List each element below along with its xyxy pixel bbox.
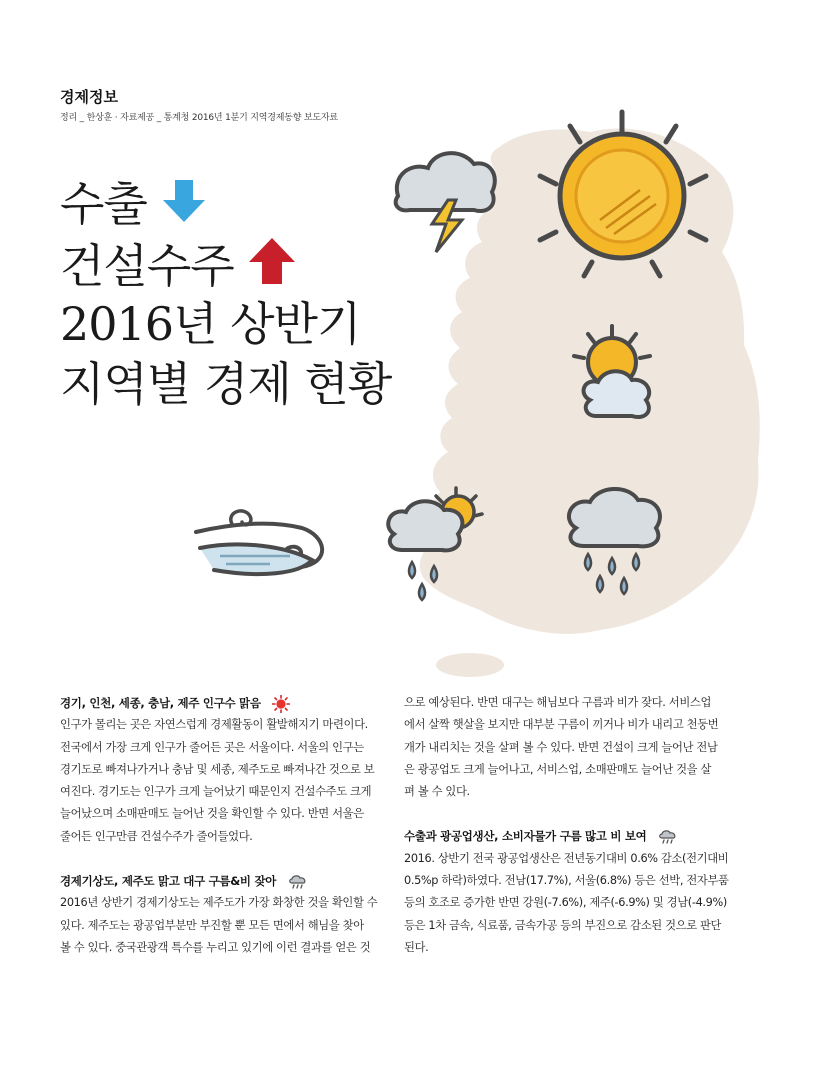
arrow-down-icon (161, 178, 207, 224)
rain-cloud-small-icon (288, 873, 308, 891)
section-label: 경제정보 (60, 88, 118, 106)
text-line: 있다. 제주도는 광공업부분만 부진할 뿐 모든 면에서 해님을 찾아 (60, 918, 364, 932)
text-line: 개가 내리치는 것을 살펴 볼 수 있다. 반면 건설이 크게 늘어난 전남 (404, 740, 718, 754)
title-text-1: 수출 (60, 177, 147, 231)
section3-heading-text: 수출과 광공업생산, 소비자물가 구름 많고 비 보여 (404, 829, 647, 844)
text-line: 경기도로 빠져나가거나 충남 및 세종, 제주도로 빠져나간 것으로 보 (60, 762, 375, 776)
left-column (60, 692, 378, 959)
title-line-4: 지역별 경제 현황 (60, 357, 392, 411)
text-line: 전국에서 가장 크게 인구가 줄어든 곳은 서울이다. 서울의 인구는 (60, 740, 364, 754)
text-line: 등의 호조로 증가한 반면 강원(-7.6%), 제주(-6.9%) 및 경남(-4.9%) (404, 896, 727, 910)
text-line: 에서 살짝 햇살을 보지만 대부분 구름이 끼거나 비가 내리고 천둥번 (404, 718, 719, 732)
jeju-island (436, 653, 504, 677)
text-line: 줄어든 인구만큼 건설수주가 줄어들었다. (60, 829, 253, 843)
section1-heading-text: 경기, 인천, 세종, 충남, 제주 인구수 맑음 (60, 696, 261, 710)
text-line: 된다. (404, 940, 429, 954)
continued-paragraph (404, 692, 738, 803)
rain-cloud-small-icon (658, 828, 678, 846)
section3-heading (404, 825, 738, 847)
text-line: 펴 볼 수 있다. (404, 785, 470, 799)
sun-icon (272, 695, 290, 713)
text-line: 등은 1차 금속, 식료품, 금속가공 등의 부진으로 감소된 것으로 판단 (404, 918, 722, 932)
arrow-up-icon (247, 236, 297, 286)
text-line: 으로 예상된다. 반면 대구는 해님보다 구름과 비가 잦다. 서비스업 (404, 696, 712, 709)
text-line: 2016. 상반기 전국 광공업생산은 전년동기대비 0.6% 감소(전기대비 (404, 851, 729, 865)
text-line: 인구가 몰리는 곳은 자연스럽게 경제활동이 활발해지기 마련이다. (60, 718, 368, 732)
wind-icon (196, 511, 322, 574)
text-line: 0.5%p 하락)하였다. 전남(17.7%), 서울(6.8%) 등은 선박, 전자부품 (404, 874, 729, 888)
title-text-2: 건설수주 (60, 239, 234, 293)
section2-heading (60, 870, 378, 892)
text-line: 볼 수 있다. 중국관광객 특수를 누리고 있기에 이런 결과를 얻은 것 (60, 940, 371, 954)
section1-paragraph (60, 714, 378, 848)
section2-paragraph (60, 892, 378, 959)
section3-paragraph (404, 848, 738, 959)
credits: 정리 _ 한상훈 · 자료제공 _ 통계청 2016년 1분기 지역경제동향 보도자료 (60, 113, 338, 123)
text-line: 은 광공업도 크게 늘어나고, 서비스업, 소매판매도 늘어난 것을 살 (404, 762, 712, 776)
text-line: 늘어났으며 소매판매도 늘어난 것을 확인할 수 있다. 반면 서울은 (60, 807, 364, 821)
right-column (404, 692, 738, 959)
section2-heading-text: 경제기상도, 제주도 맑고 대구 구름&비 잦아 (60, 874, 277, 889)
text-line: 2016년 상반기 경제기상도는 제주도가 가장 화창한 것을 확인할 수 (60, 896, 378, 910)
title-line-1 (60, 176, 207, 232)
section1-heading (60, 692, 378, 714)
text-line: 여진다. 경기도는 인구가 크게 늘어났기 때문인지 건설수주도 크게 (60, 785, 372, 799)
title-line-2 (60, 236, 297, 294)
title-line-3: 2016년 상반기 (60, 297, 361, 351)
